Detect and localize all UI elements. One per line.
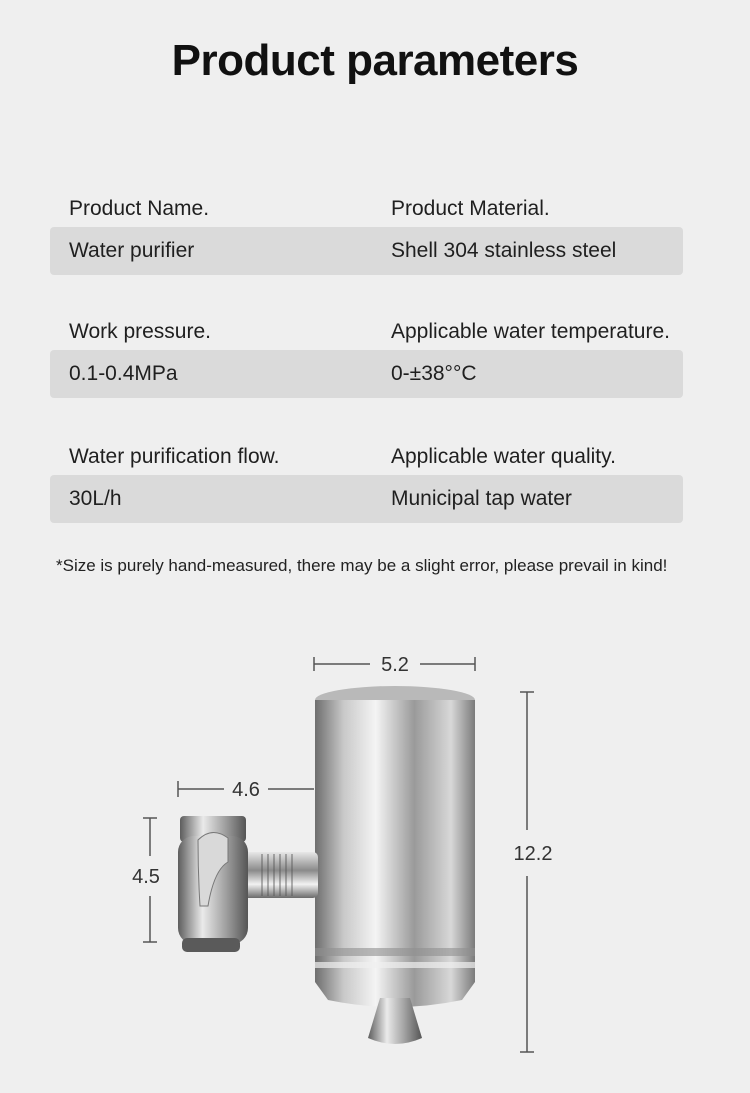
diverter-valve <box>178 816 248 952</box>
measurement-note: *Size is purely hand-measured, there may be a slight error, please prevail in kind! <box>56 556 668 575</box>
page-title: Product parameters <box>171 36 579 85</box>
param-group-name-material <box>50 187 683 275</box>
arm-length-dimension <box>178 779 314 801</box>
product-dimension-drawing <box>0 630 750 1093</box>
threaded-connector <box>240 852 318 898</box>
product-material-label: Product Material. <box>391 197 550 220</box>
work-pressure-label: Work pressure. <box>69 320 211 343</box>
water-quality-label: Applicable water quality. <box>391 445 616 468</box>
water-temperature-label: Applicable water temperature. <box>391 320 670 343</box>
valve-height-dimension <box>132 818 160 942</box>
param-value-row <box>50 350 683 398</box>
param-value-row <box>50 475 683 523</box>
param-group-flow-quality <box>50 435 683 523</box>
product-name-value: Water purifier <box>69 239 195 262</box>
product-name-label: Product Name. <box>69 197 210 220</box>
work-pressure-value: 0.1-0.4MPa <box>69 362 178 385</box>
height-dimension-label: 12.2 <box>513 843 553 865</box>
filter-cylinder <box>315 686 475 1007</box>
arm-length-dimension-label: 4.6 <box>232 779 260 801</box>
height-dimension <box>514 692 553 1052</box>
valve-height-dimension-label: 4.5 <box>132 866 160 888</box>
water-temperature-value: 0-±38°°C <box>391 362 477 385</box>
purification-flow-label: Water purification flow. <box>69 445 280 468</box>
width-dimension-label: 5.2 <box>381 654 409 676</box>
product-material-value: Shell 304 stainless steel <box>391 239 617 262</box>
param-group-pressure-temperature <box>50 310 683 398</box>
purification-flow-value: 30L/h <box>69 487 122 510</box>
param-value-row <box>50 227 683 275</box>
width-dimension <box>314 654 475 676</box>
water-quality-value: Municipal tap water <box>391 487 572 510</box>
